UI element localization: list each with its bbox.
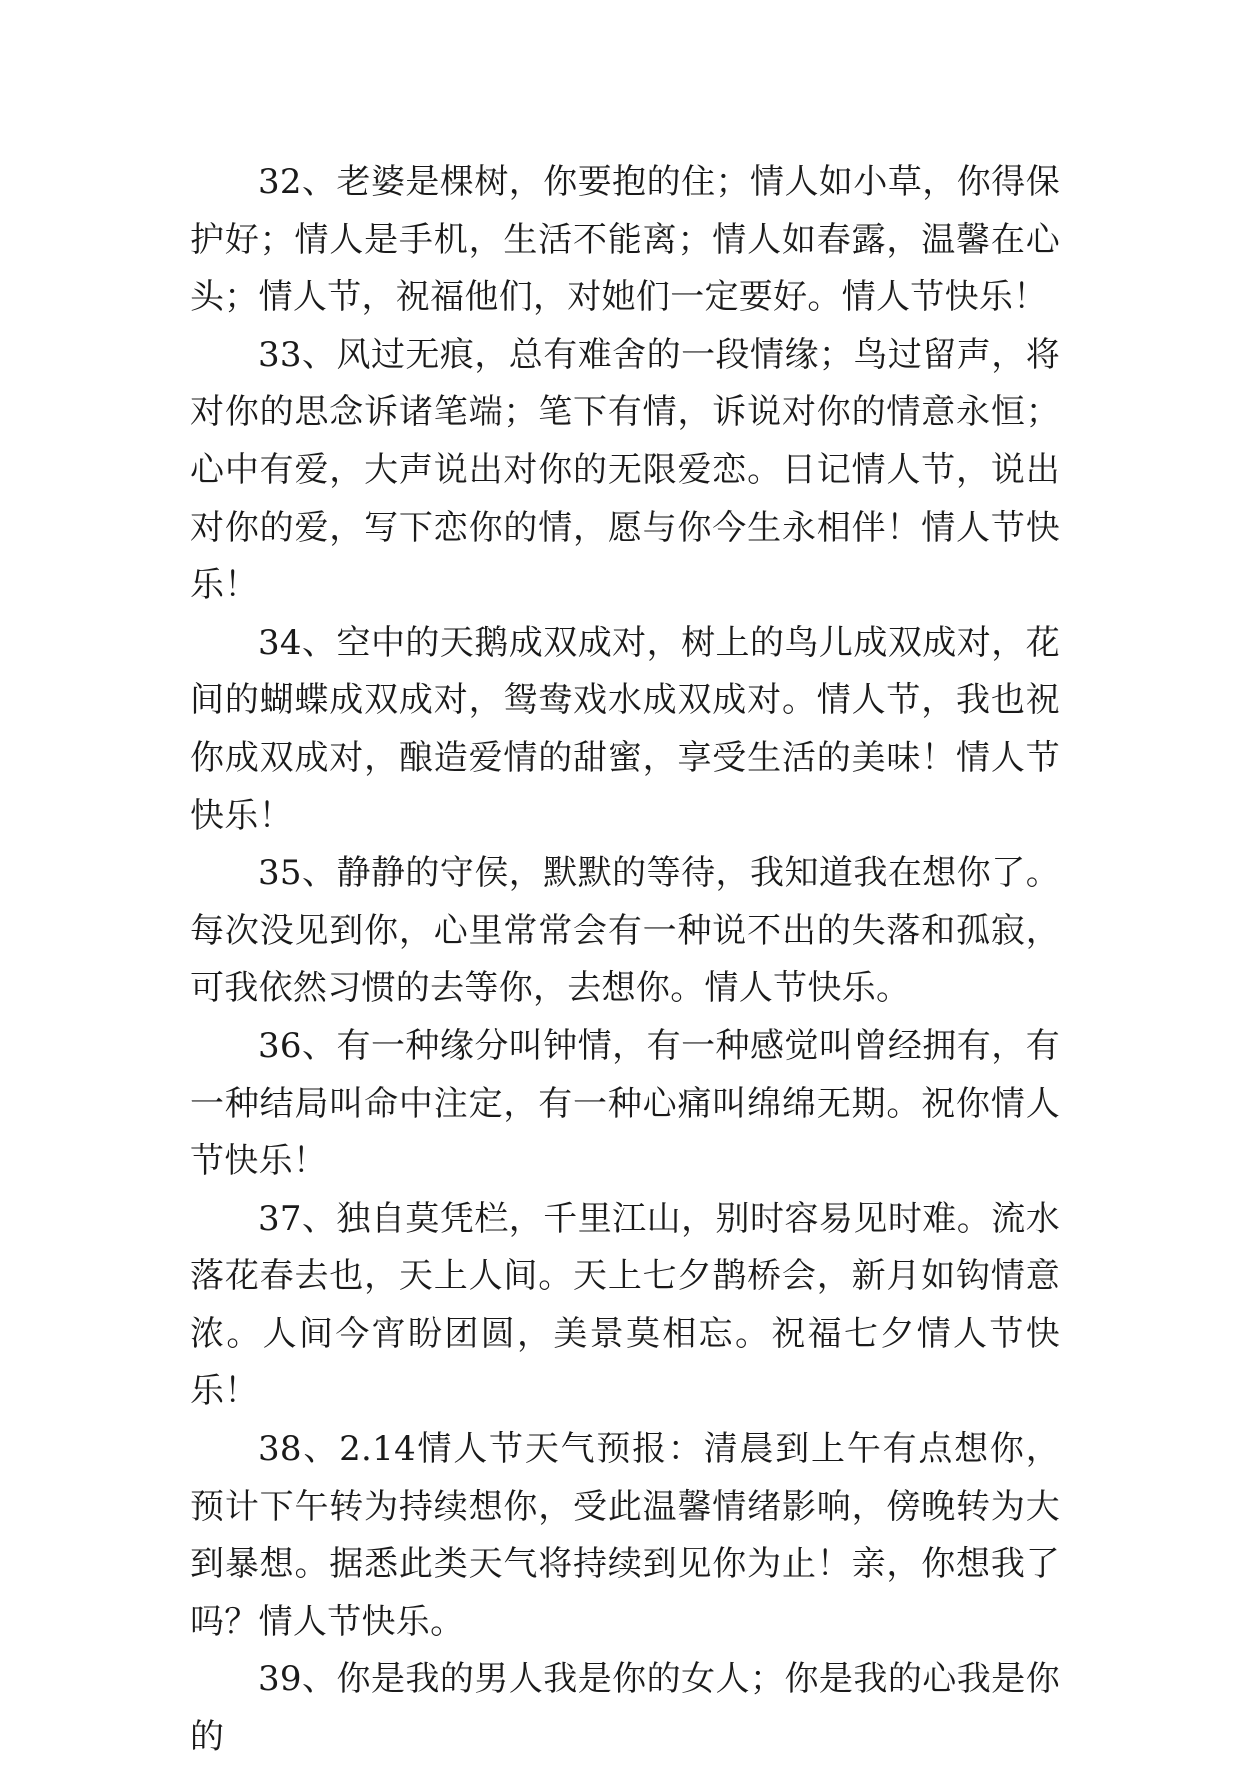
paragraph-35: 35、静静的守侯，默默的等待，我知道我在想你了。每次没见到你，心里常常会有一种说不出的失落和孤寂，可我依然习惯的去等你，去想你。情人节快乐。 — [190, 853, 1060, 1009]
paragraph-38: 38、2.14情人节天气预报：清晨到上午有点想你，预计下午转为持续想你，受此温馨情绪影响，傍晚转为大到暴想。据悉此类天气将持续到见你为止！亲，你想我了吗？情人节快乐。 — [190, 1429, 1060, 1642]
document-page — [190, 154, 1060, 1767]
paragraph-32: 32、老婆是棵树，你要抱的住；情人如小草，你得保护好；情人是手机，生活不能离；情人如春露，温馨在心头；情人节，祝福他们，对她们一定要好。情人节快乐！ — [190, 162, 1060, 318]
paragraph-33: 33、风过无痕，总有难舍的一段情缘；鸟过留声，将对你的思念诉诸笔端；笔下有情，诉说对你的情意永恒；心中有爱，大声说出对你的无限爱恋。日记情人节，说出对你的爱，写下恋你的情，愿与你今生永相伴！情人节快乐！ — [190, 334, 1060, 606]
paragraph-34: 34、空中的天鹅成双成对，树上的鸟儿成双成对，花间的蝴蝶成双成对，鸳鸯戏水成双成对。情人节，我也祝你成双成对，酿造爱情的甜蜜，享受生活的美味！情人节快乐！ — [190, 622, 1060, 836]
paragraph-37: 37、独自莫凭栏，千里江山，别时容易见时难。流水落花春去也，天上人间。天上七夕鹊桥会，新月如钩情意浓。人间今宵盼团圆，美景莫相忘。祝福七夕情人节快乐！ — [190, 1198, 1060, 1412]
paragraph-36: 36、有一种缘分叫钟情，有一种感觉叫曾经拥有，有一种结局叫命中注定，有一种心痛叫绵绵无期。祝你情人节快乐！ — [190, 1025, 1060, 1182]
paragraph-39: 39、你是我的男人我是你的女人；你是我的心我是你的 — [190, 1659, 1060, 1758]
